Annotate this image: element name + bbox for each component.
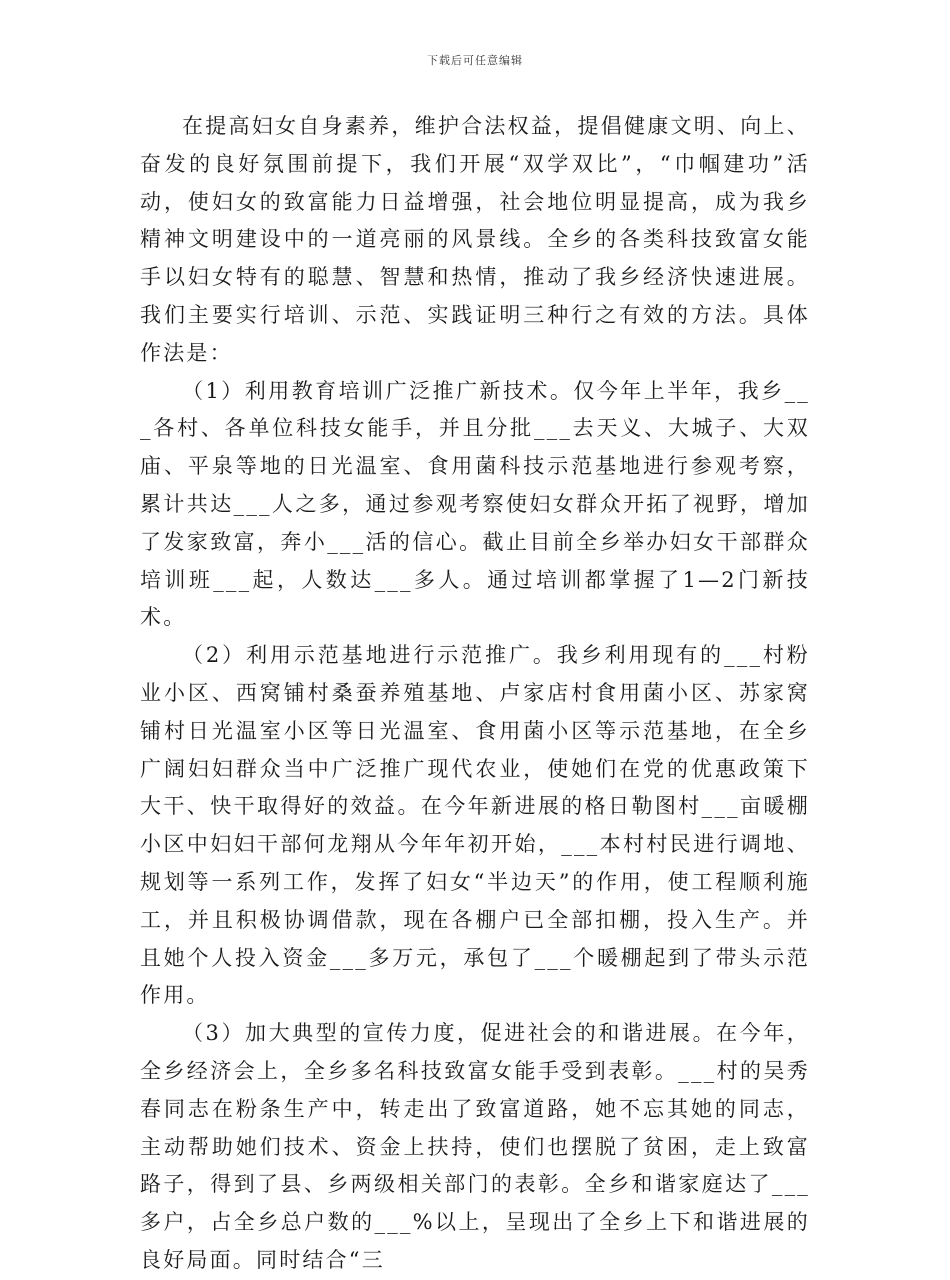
document-body — [140, 108, 810, 1280]
page-header: 下载后可任意编辑 — [427, 54, 523, 67]
paragraph-demonstration: （2）利用示范基地进行示范推广。我乡利用现有的___村粉业小区、西窝铺村桑蚕养殖基地、卢家店村食用菌小区、苏家窝铺村日光温室小区等日光温室、食用菌小区等示范基地，在全乡广阔妇妇群众当中广泛推广现代农业，使她们在党的优惠政策下大干、快干取得好的效益。在今年新进展的格日勒图村___亩暖棚小区中妇妇干部何龙翔从今年年初开始，___本村村民进行调地、规划等一系列工作，发挥了妇女“半边天”的作用，使工程顺利施工，并且积极协调借款，现在各棚户已全部扣棚，投入生产。并且她个人投入资金___多万元，承包了___个暖棚起到了带头示范作用。 — [140, 643, 810, 1008]
paragraph-training: （1）利用教育培训广泛推广新技术。仅今年上半年，我乡___各村、各单位科技女能手，并且分批___去天义、大城子、大双庙、平泉等地的日光温室、食用菌科技示范基地进行参观考察，累计共达___人之多，通过参观考察使妇女群众开拓了视野，增加了发家致富，奔小___活的信心。截止目前全乡举办妇女干部群众培训班___起，人数达___多人。通过培训都掌握了1—2门新技术。 — [140, 378, 810, 630]
paragraph-intro: 在提高妇女自身素养，维护合法权益，提倡健康文明、向上、奋发的良好氛围前提下，我们开展“双学双比”，“巾帼建功”活动，使妇女的致富能力日益增强，社会地位明显提高，成为我乡精神文明建设中的一道亮丽的风景线。全乡的各类科技致富女能手以妇女特有的聪慧、智慧和热情，推动了我乡经济快速进展。我们主要实行培训、示范、实践证明三种行之有效的方法。具体作法是： — [140, 114, 810, 365]
paragraph-publicity: （3）加大典型的宣传力度，促进社会的和谐进展。在今年，全乡经济会上，全乡多名科技致富女能手受到表彰。___村的吴秀春同志在粉条生产中，转走出了致富道路，她不忘其她的同志，主动帮助她们技术、资金上扶持，使们也摆脱了贫困，走上致富路子，得到了县、乡两级相关部门的表彰。全乡和谐家庭达了___多户，占全乡总户数的___%以上，呈现出了全乡上下和谐进展的良好局面。同时结合“三 — [140, 1021, 810, 1272]
